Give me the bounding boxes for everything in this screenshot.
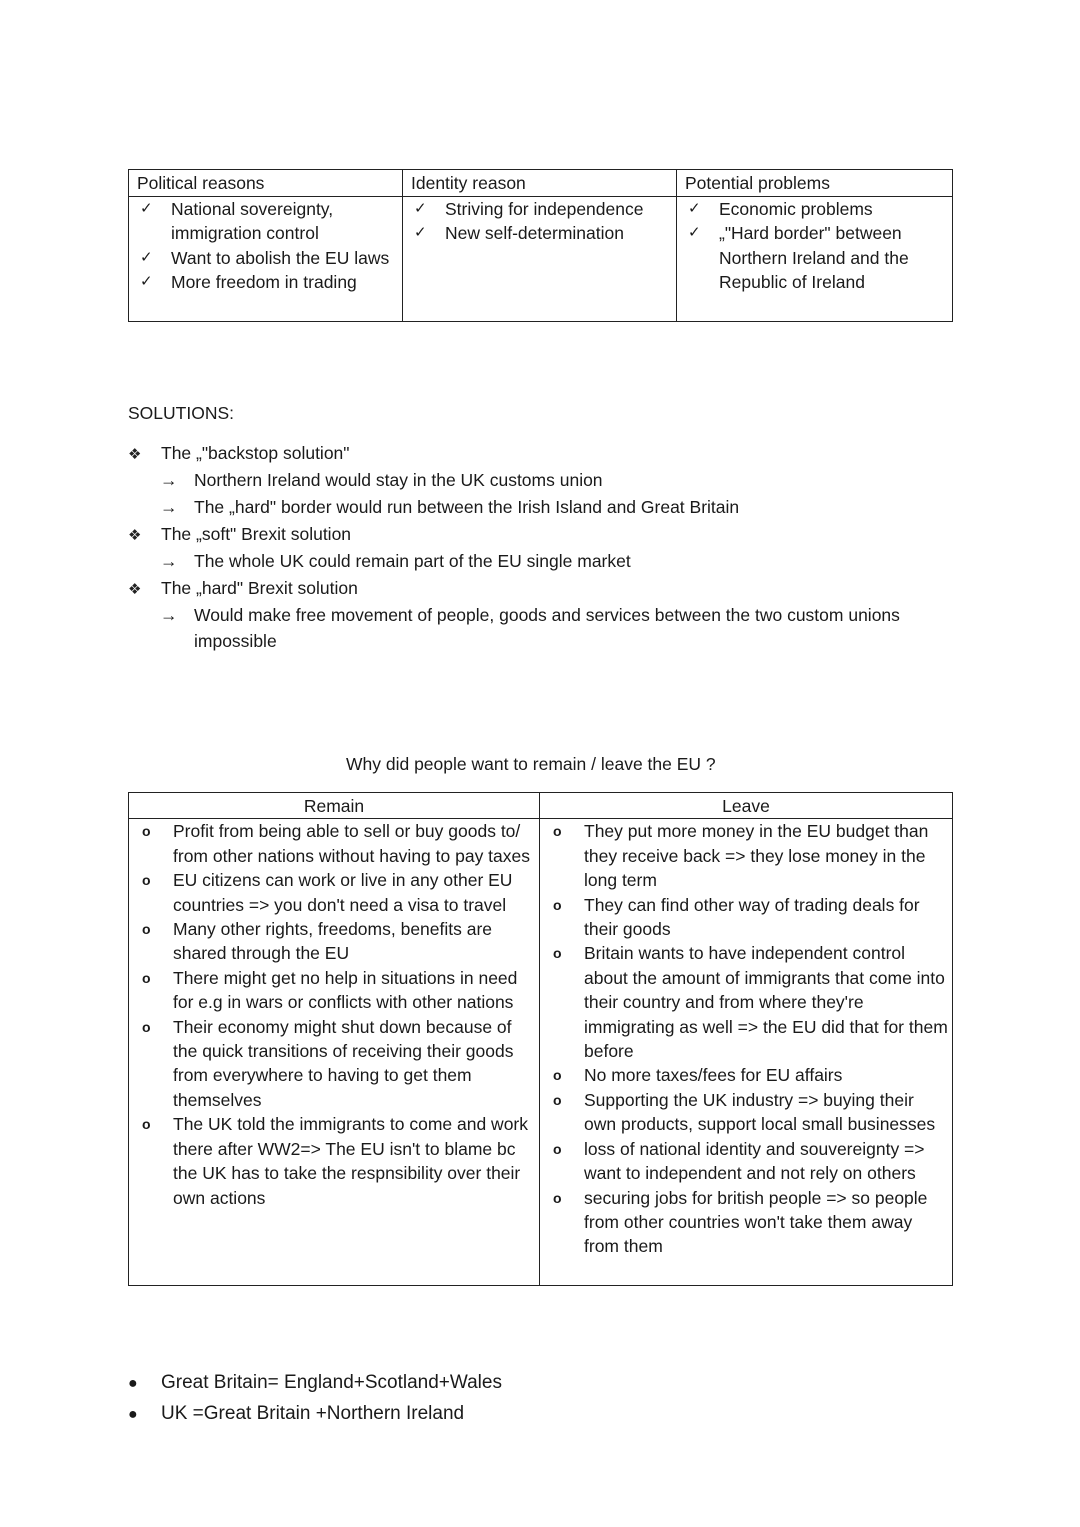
section-title-remain-leave: Why did people want to remain / leave the EU ? [346,754,716,774]
bullet-dot-icon: ● [128,1375,138,1392]
remain-leave-table [128,792,953,1286]
list-item: o There might get no help in situations in need for e.g in wars or conflicts with other nations [142,967,518,1013]
list-item: ✓ Want to abolish the EU laws [137,246,394,271]
check-icon: ✓ [140,273,153,290]
check-icon: ✓ [414,224,427,241]
reasons-table [128,169,953,322]
list-item: ✓ Striving for independence [411,197,668,222]
reasons-header-row [129,170,953,197]
leave-cell [540,819,953,1286]
circle-bullet-icon: o [142,921,151,938]
list-item: o securing jobs for british people => so people from other countries won't take them away from them [553,1187,928,1257]
identity-reason-list [411,197,668,246]
circle-bullet-icon: o [553,1140,562,1157]
header-identity-reason: Identity reason [403,170,677,197]
arrow-right-icon: → [160,605,178,625]
circle-bullet-icon: o [553,945,562,962]
solution-sub-item: → The whole UK could remain part of the EU single market [160,548,960,574]
check-icon: ✓ [688,199,701,217]
circle-bullet-icon: o [553,1189,562,1206]
check-icon: ✓ [140,199,153,217]
circle-bullet-icon: o [553,896,562,913]
list-item: o Their economy might shut down because of the quick transitions of receiving their goods from everywhere to having to get them themselves [142,1016,514,1110]
list-item: o They put more money in the EU budget than they receive back => they lose money in the long term [553,821,929,891]
circle-bullet-icon: o [553,1091,562,1108]
list-item: o Profit from being able to sell or buy goods to/ from other nations without having to pay taxes [142,821,531,866]
list-item: o EU citizens can work or live in any other EU countries => you don't need a visa to travel [142,870,513,915]
solution-sub-item: → Northern Ireland would stay in the UK customs union [160,467,960,493]
circle-bullet-icon: o [553,1067,562,1084]
header-potential-problems: Potential problems [677,170,953,197]
header-political-reasons: Political reasons [129,170,403,197]
list-item: o loss of national identity and souvereignty => want to independent and not rely on others [553,1138,925,1184]
list-item: ✓ Economic problems [685,197,944,222]
circle-bullet-icon: o [142,1018,151,1035]
check-icon: ✓ [140,248,153,266]
check-icon: ✓ [414,199,427,217]
list-item: ● Great Britain= England+Scotland+Wales [128,1368,502,1399]
identity-reason-cell [403,196,677,321]
diamond-bullet-icon: ❖ [128,446,142,463]
circle-bullet-icon: o [553,823,562,840]
diamond-bullet-icon: ❖ [128,581,142,598]
circle-bullet-icon: o [142,823,151,840]
check-icon: ✓ [688,224,701,241]
list-item: ✓ „"Hard border" between Northern Ireland and the Republic of Ireland [688,223,909,292]
arrow-right-icon: → [160,497,178,517]
solution-sub-item: → Would make free movement of people, goods and services between the two custom unions impossible [160,602,960,654]
circle-bullet-icon: o [142,969,151,986]
list-item: o The UK told the immigrants to come and work there after WW2=> The EU isn't to blame bc the UK has to take the respnsibility over their own actions [142,1114,529,1208]
potential-problems-list [685,197,944,295]
remain-list [133,819,535,1210]
political-reasons-cell [129,196,403,321]
list-item: ✓ More freedom in trading [137,270,394,295]
political-reasons-list [137,197,394,295]
list-item: o Many other rights, freedoms, benefits are shared through the EU [142,919,493,964]
header-remain: Remain [129,793,540,819]
circle-bullet-icon: o [142,1116,151,1133]
remain-leave-body-row [129,819,953,1286]
solution-item-backstop: ❖ The „"backstop solution" [128,440,350,468]
leave-list [544,819,948,1258]
reasons-body-row [129,196,953,321]
arrow-right-icon: → [160,470,178,490]
solution-item-soft-brexit: ❖ The „soft" Brexit solution [128,521,351,549]
header-leave: Leave [540,793,953,819]
arrow-right-icon: → [160,551,178,571]
list-item: o No more taxes/fees for EU affairs [544,1063,948,1087]
list-item: ● UK =Great Britain +Northern Ireland [128,1399,502,1430]
potential-problems-cell [677,196,953,321]
bullet-dot-icon: ● [128,1406,138,1423]
circle-bullet-icon: o [142,872,151,889]
definitions-list [128,1368,502,1430]
remain-leave-header-row [129,793,953,819]
list-item: o Britain wants to have independent control about the amount of immigrants that come into their country and from where they're immigrating as well => the EU did that for them before [553,943,948,1062]
solution-item-hard-brexit: ❖ The „hard" Brexit solution [128,575,358,603]
list-item: ✓ New self-determination [411,221,668,246]
remain-cell [129,819,540,1286]
list-item: o They can find other way of trading deals for their goods [553,894,920,940]
solution-sub-item: → The „hard" border would run between the Irish Island and Great Britain [160,494,960,520]
list-item: ✓ National sovereignty, immigration control [140,198,334,243]
list-item: o Supporting the UK industry => buying their own products, support local small businesses [553,1089,936,1135]
diamond-bullet-icon: ❖ [128,527,142,544]
solutions-heading: SOLUTIONS: [128,403,234,423]
